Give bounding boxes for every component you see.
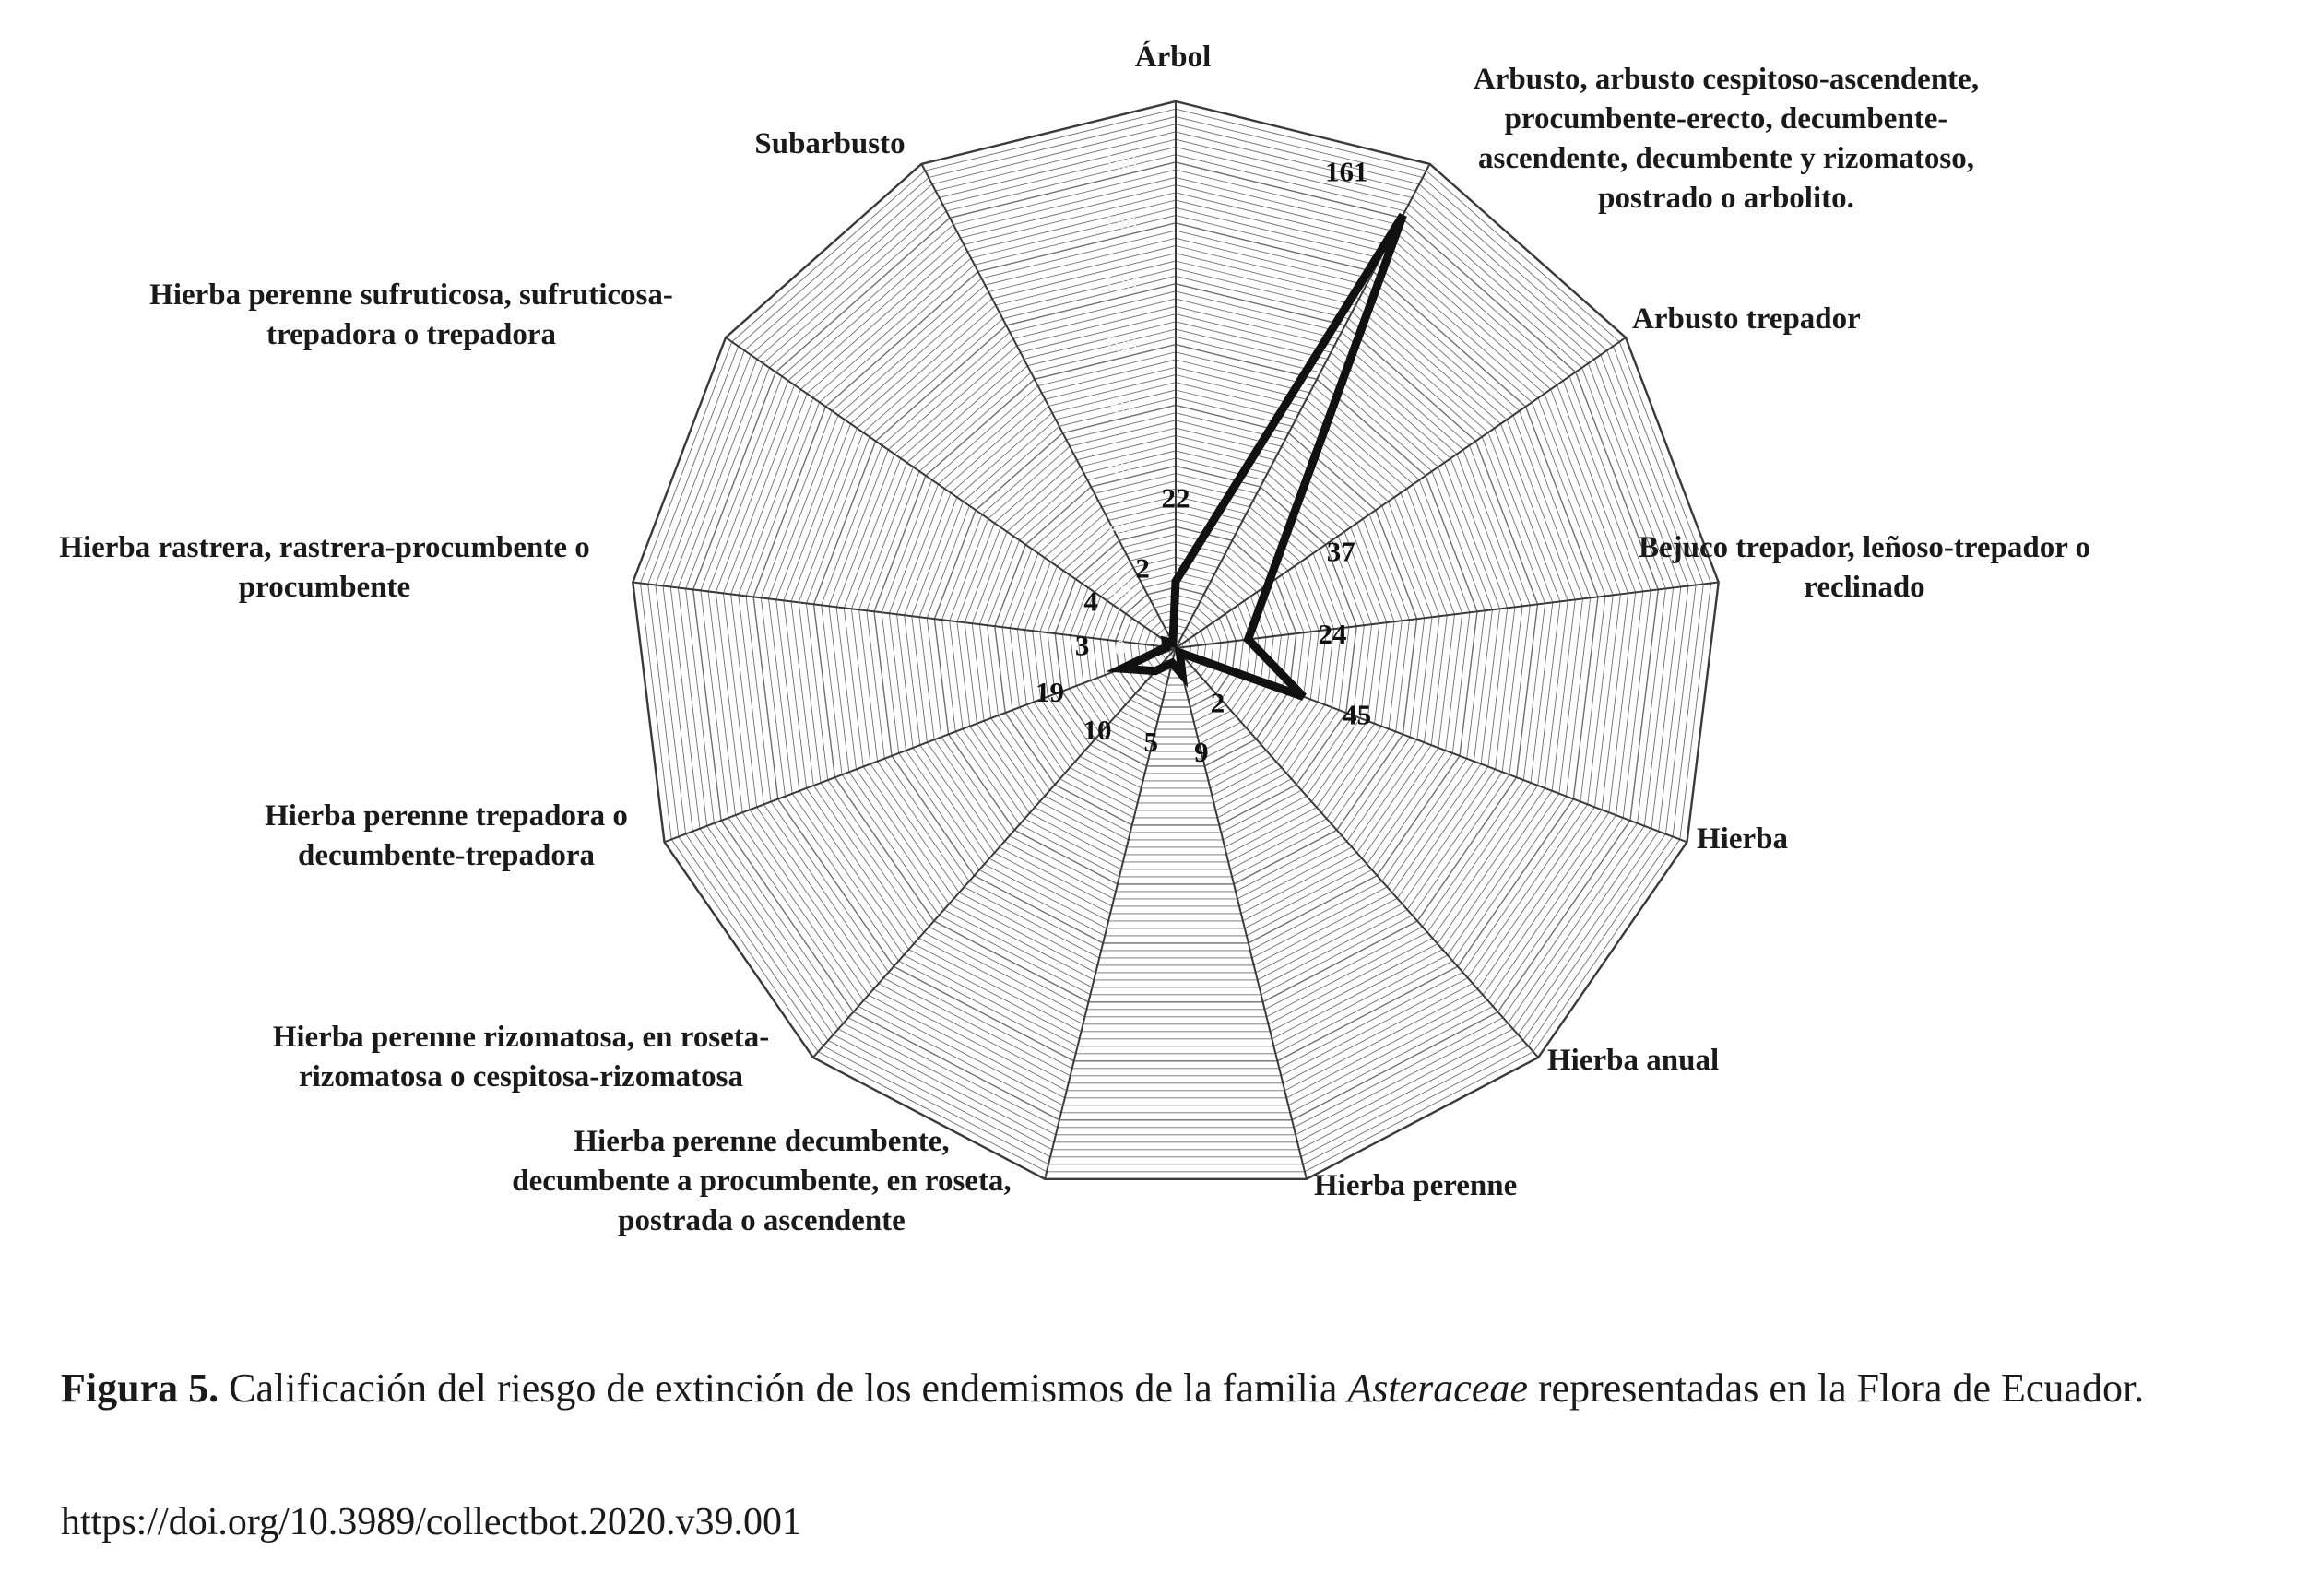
radial-tick-labels xyxy=(1104,151,1137,661)
caption-text-after: representadas en la Flora de Ecuador. xyxy=(1527,1365,2145,1411)
figure-number: Figura 5. xyxy=(61,1365,219,1411)
category-label-line: Hierba perenne trepadora o xyxy=(265,799,628,833)
value-label: 161 xyxy=(1325,155,1368,188)
value-label: 9 xyxy=(1194,736,1209,768)
category-label-line: Arbusto, arbusto cespitoso-ascendente, xyxy=(1473,63,1980,96)
category-label-line: trepadora o trepadora xyxy=(266,318,557,351)
category-label xyxy=(1135,40,1212,74)
radial-tick-label: 60 xyxy=(1109,455,1131,479)
radial-tick-label: 140 xyxy=(1104,211,1137,236)
category-label-line: Subarbusto xyxy=(754,127,906,160)
category-label-line: Hierba perenne sufruticosa, sufruticosa- xyxy=(149,278,673,312)
category-label-line: decumbente a procumbente, en roseta, xyxy=(512,1164,1012,1198)
category-label-line: Hierba xyxy=(1697,822,1788,856)
category-label xyxy=(1639,531,2090,604)
radial-tick-label: 120 xyxy=(1104,272,1137,297)
category-label xyxy=(1314,1169,1517,1202)
category-label-line: reclinado xyxy=(1804,571,1925,604)
category-label-line: rizomatosa o cespitosa-rizomatosa xyxy=(298,1060,744,1094)
category-label-line: Bejuco trepador, leñoso-trepador o xyxy=(1638,531,2091,564)
category-label xyxy=(149,278,673,351)
caption-taxon: Asteraceae xyxy=(1347,1365,1528,1411)
category-label-line: decumbente-trepadora xyxy=(297,839,596,872)
category-label-line: Hierba perenne decumbente, xyxy=(574,1125,950,1158)
category-label xyxy=(59,531,590,604)
category-label-line: Hierba anual xyxy=(1547,1044,1720,1077)
figure-caption xyxy=(61,1363,2285,1414)
category-label xyxy=(1632,302,1861,336)
value-label: 2 xyxy=(1135,551,1150,585)
value-label: 22 xyxy=(1161,481,1190,514)
category-label xyxy=(1697,822,1788,856)
category-label-line: Hierba perenne xyxy=(1314,1169,1518,1202)
radial-tick-label: 0 xyxy=(1115,637,1126,661)
value-label: 10 xyxy=(1083,714,1112,747)
category-label xyxy=(1547,1044,1719,1077)
radial-tick-label: 80 xyxy=(1109,394,1131,419)
value-label: 45 xyxy=(1343,698,1372,731)
value-label: 5 xyxy=(1143,726,1158,759)
category-label-line: Árbol xyxy=(1134,41,1212,74)
category-label-line: ascendente, decumbente y rizomatoso, xyxy=(1478,142,1974,175)
value-label: 24 xyxy=(1318,618,1347,650)
radial-tick-label: 40 xyxy=(1109,515,1131,540)
radial-tick-label: 20 xyxy=(1109,576,1131,601)
category-label xyxy=(1474,63,1979,215)
value-label: 19 xyxy=(1036,676,1064,709)
value-label: 3 xyxy=(1074,629,1090,662)
category-label xyxy=(512,1125,1011,1237)
category-label-line: procumbente-erecto, decumbente- xyxy=(1504,102,1948,136)
value-label: 37 xyxy=(1326,535,1355,568)
category-label-line: postrado o arbolito. xyxy=(1598,182,1854,215)
category-label xyxy=(754,127,905,160)
caption-text-before: Calificación del riesgo de extinción de los endemismos de la familia xyxy=(219,1365,1348,1411)
category-label-line: Arbusto trepador xyxy=(1632,302,1861,336)
radial-tick-label: 100 xyxy=(1104,333,1137,358)
category-label-line: Hierba perenne rizomatosa, en roseta- xyxy=(272,1021,770,1054)
category-label xyxy=(265,799,628,872)
value-label: 4 xyxy=(1083,585,1098,618)
category-label-line: Hierba rastrera, rastrera-procumbente o xyxy=(59,531,590,564)
radial-tick-label: 160 xyxy=(1104,150,1137,175)
category-label xyxy=(273,1021,770,1094)
value-label: 2 xyxy=(1210,686,1225,719)
category-label-line: procumbente xyxy=(238,571,411,604)
category-label-line: postrada o ascendente xyxy=(618,1204,906,1237)
doi-link[interactable]: https://doi.org/10.3989/collectbot.2020.v39.001 xyxy=(61,1501,802,1543)
